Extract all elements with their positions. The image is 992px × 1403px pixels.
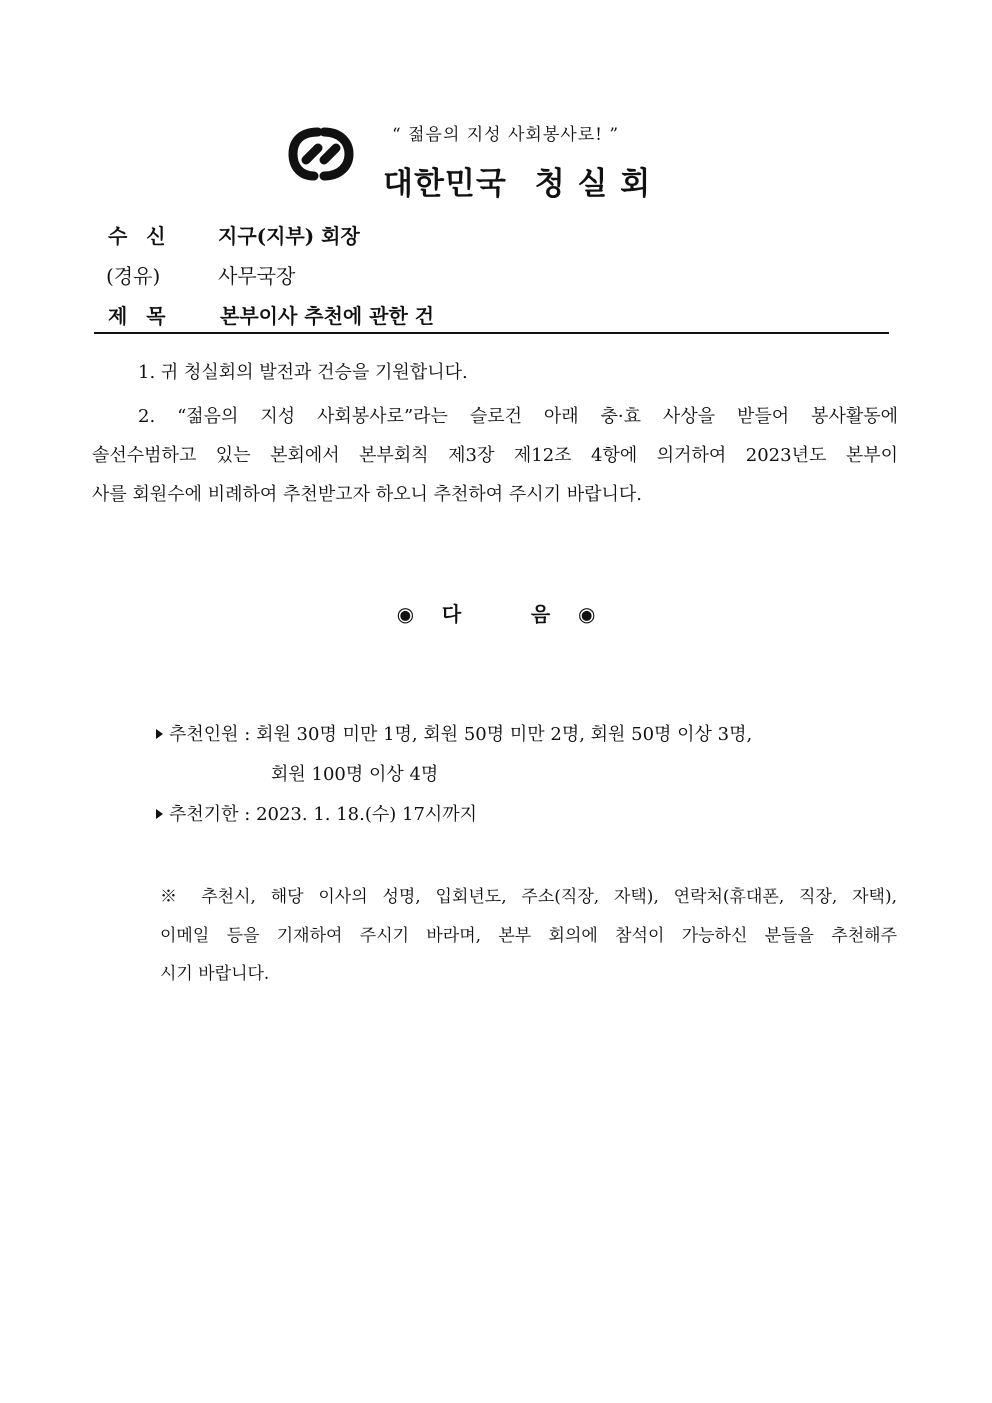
subject-label: 제 목 — [108, 304, 166, 328]
recipient-label: 수 신 — [108, 224, 166, 248]
paragraph-1: 1. 귀 청실회의 발전과 건승을 기원합니다. — [138, 362, 468, 383]
recommend-deadline-label: 추천기한 : — [169, 804, 257, 825]
subject-value: 본부이사 추천에 관한 건 — [220, 304, 435, 328]
note-line-1: ※ 추천시, 해당 이사의 성명, 입회년도, 주소(직장, 자택), 연락처(휴대폰, 직장, 자택), — [160, 887, 897, 907]
bullet-triangle-icon — [156, 729, 163, 739]
notice-title: ◉ 다 음 ◉ — [396, 602, 596, 626]
paragraph-2-line-3: 사를 회원수에 비례하여 추천받고자 하오니 추천하여 주시기 바랍니다. — [92, 484, 643, 505]
paragraph-2-line-2: 솔선수범하고 있는 본회에서 본부회칙 제3장 제12조 4항에 의거하여 2023년도 본부이 — [92, 445, 898, 466]
header-divider — [94, 332, 889, 334]
via-value: 사무국장 — [218, 264, 296, 288]
recommend-count-label: 추천인원 : — [169, 724, 257, 745]
note-line-3: 시기 바랍니다. — [160, 964, 270, 984]
organization-name-part2: 청 실 회 — [534, 166, 652, 202]
via-label: (경유) — [106, 264, 161, 288]
organization-name-part1: 대한민국 — [383, 166, 507, 202]
recommend-deadline-value: 2023. 1. 18.(수) 17시까지 — [256, 804, 478, 825]
recommend-count-line-2: 회원 100명 이상 4명 — [271, 764, 439, 785]
recipient-value: 지구(지부) 회장 — [218, 224, 360, 248]
organization-name — [383, 158, 651, 203]
recommend-count-line-1: 회원 30명 미만 1명, 회원 50명 미만 2명, 회원 50명 이상 3명, — [256, 724, 753, 745]
organization-logo-icon — [288, 124, 354, 184]
recommend-deadline-item — [156, 800, 477, 826]
paragraph-2-line-1: 2. “젊음의 지성 사회봉사로”라는 슬로건 아래 충·효 사상을 받들어 봉사활동에 — [138, 406, 898, 427]
note-line-2: 이메일 등을 기재하여 주시기 바라며, 본부 회의에 참석이 가능하신 분들을 추천해주 — [160, 926, 897, 946]
bullet-triangle-icon — [156, 809, 163, 819]
slogan: “ 젊음의 지성 사회봉사로! ” — [392, 125, 620, 145]
recommend-count-item — [156, 720, 752, 746]
